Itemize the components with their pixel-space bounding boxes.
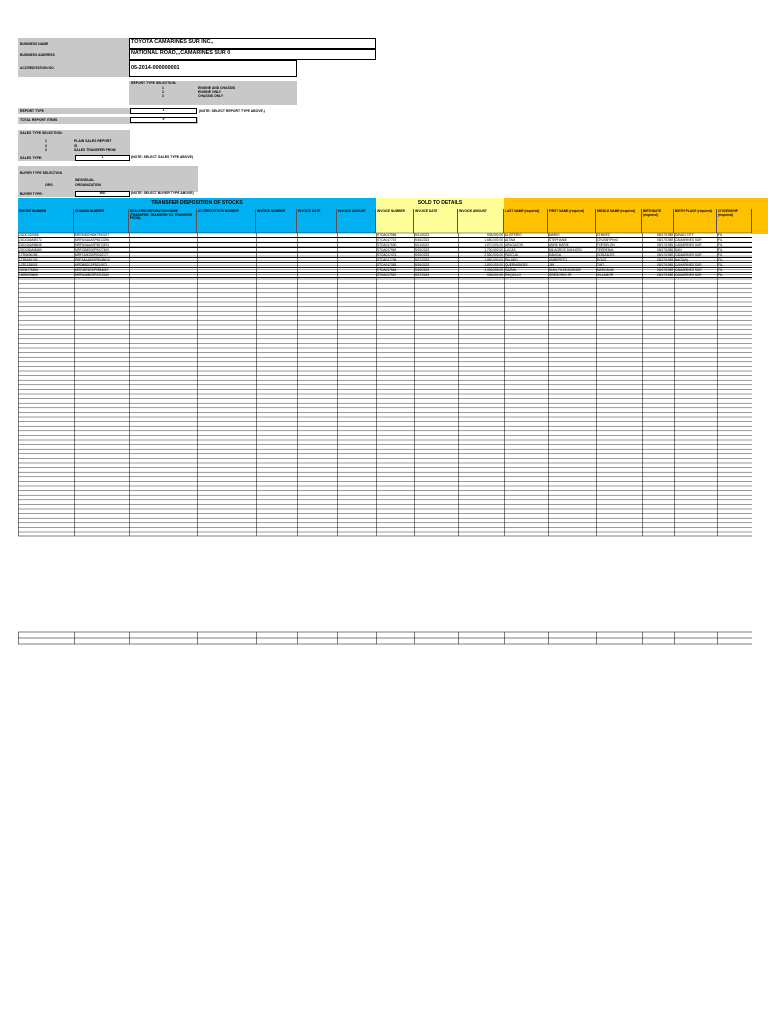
buyer-option-1-label: INDIVIDUAL <box>75 178 95 182</box>
business-address-label: BUSINESS ADDRESS <box>20 53 55 57</box>
invoice-amount-cell: 1,670,000.00 <box>484 243 503 247</box>
middle-name-cell: VILLAMOR <box>597 273 614 277</box>
buyer-option-2-num: ORG <box>45 183 53 187</box>
invoice-date-cell: 9/17/2023 <box>415 273 430 277</box>
invoice-date-cell: 9/19/2023 <box>415 268 430 272</box>
citizenship-cell: FIL <box>718 268 723 272</box>
col-last-name: LAST NAME (required) <box>504 209 548 233</box>
invoice-amount-cell: 1,680,000.00 <box>484 238 503 242</box>
last-name-cell: SAZMA <box>505 268 516 272</box>
last-name-cell: QUERMUNDEY <box>505 263 529 267</box>
first-name-cell: DIAN, PA REASONDE <box>549 268 581 272</box>
engine-number-cell: 1NR6090865 <box>19 273 38 277</box>
col-engine-number: ENGINE NUMBER <box>18 209 74 233</box>
sales-option-2-label: IS <box>74 143 78 148</box>
buyer-type-input[interactable]: IND <box>75 191 130 197</box>
buyer-type-note: (NOTE: SELECT BUYER TYPE ABOVE) <box>131 191 194 195</box>
middle-name-cell: MARCANIA <box>597 268 614 272</box>
invoice-number-cell: STOA017719 <box>377 238 397 242</box>
invoice-amount-cell: 1,330,000.00 <box>484 268 503 272</box>
col-first-name: FIRST NAME (required) <box>548 209 596 233</box>
invoice-number-cell: STOA017474 <box>377 253 397 257</box>
birth-place-cell: CAMARINES SUR <box>675 273 702 277</box>
accreditation-field[interactable]: 05-2014-000000001 <box>129 60 297 77</box>
sales-type-note: (NOTE: SELECT SALES TYPE ABOVE) <box>131 155 194 159</box>
sold-to-details-band-extension <box>504 198 752 209</box>
sales-type-label: SALES TYPE: <box>20 156 43 160</box>
report-option-3-num: 3 <box>162 94 164 98</box>
first-name-cell: MARIO <box>549 233 560 237</box>
sales-option-1-num: 1 <box>45 139 47 143</box>
birth-place-cell: CAMARINES SUR <box>675 238 702 242</box>
invoice-date-cell: 9/19/2023 <box>415 263 430 267</box>
col-middle-name: MIDDLE NAME (required) <box>596 209 642 233</box>
col-transfer-invoice-date: INVOICE DATE <box>297 209 337 233</box>
chassis-number-cell: MRO86DCSP9224871 <box>75 263 108 267</box>
middle-name-cell: CRUSBYPINO <box>597 238 619 242</box>
last-name-cell: ALTAM <box>505 238 516 242</box>
business-name-label: BUSINESS NAME <box>20 42 49 46</box>
engine-number-cell: 2GDG8AM8772 <box>19 238 42 242</box>
invoice-date-cell: 9/15/2023 <box>415 253 430 257</box>
first-name-cell: JIM <box>549 263 555 267</box>
last-name-cell: PALABO <box>505 258 518 262</box>
report-option-1-label: ENGINE AND CHASSIS <box>198 86 236 90</box>
birthdate-cell: 08/17/1988 <box>657 248 673 252</box>
col-citizenship: CITIZENSHIP (required) <box>717 209 752 233</box>
sales-type-input[interactable]: 1 <box>75 155 130 161</box>
report-type-label: REPORT TYPE <box>20 109 44 113</box>
col-transfer-invoice-amount: INVOICE AMOUNT <box>337 209 376 233</box>
birthdate-cell: 08/17/1988 <box>657 273 673 277</box>
birth-place-cell: CAMARINES SUR <box>675 268 702 272</box>
invoice-number-cell: STOA017393 <box>377 263 397 267</box>
chassis-number-cell: MRFAXAAASP6013874 <box>75 243 110 247</box>
first-name-cell: ANNE MARIE <box>549 243 569 247</box>
middle-name-cell: TERRENAL <box>597 248 615 252</box>
col-sold-invoice-amount: INVOICE AMOUNT <box>458 209 504 233</box>
middle-name-cell: TINT <box>597 263 605 267</box>
last-name-cell: PASCUA <box>505 253 518 257</box>
birth-place-cell: DAVAO CITY <box>675 233 694 237</box>
invoice-number-cell: STOA017962 <box>377 248 397 252</box>
report-type-selection-box <box>129 81 297 105</box>
col-sold-invoice-number: INVOICE NUMBER <box>376 209 414 233</box>
col-transfer-invoice-number: INVOICE NUMBER <box>256 209 297 233</box>
report-option-2-label: ENGINE ONLY <box>198 90 222 94</box>
invoice-amount-cell: 2,560,000.00 <box>484 253 503 257</box>
birth-place-cell: SAN <box>675 248 682 252</box>
middle-name-cell: GONZALES <box>597 253 615 257</box>
buyer-option-2-label: ORGANIZATION <box>75 183 101 187</box>
invoice-date-cell: 9/19/2023 <box>415 248 430 252</box>
transfer-disposition-band: TRANSFER DISPOSITION OF STOCKS <box>18 198 376 209</box>
citizenship-cell: FIL <box>718 263 723 267</box>
accreditation-label: ACCREDITATION NO. <box>20 66 55 70</box>
report-option-1-num: 1 <box>162 86 164 90</box>
total-items-value: 9 <box>130 117 197 123</box>
invoice-date-cell: 9/11/2023 <box>415 243 429 247</box>
birthdate-cell: 08/17/1988 <box>657 238 673 242</box>
sales-option-1-label: PLAIN SALES REPORT <box>74 139 112 143</box>
first-name-cell: UMBERETO <box>549 258 568 262</box>
report-type-note: (NOTE: SELECT REPORT TYPE ABOVE.) <box>199 109 265 113</box>
birth-place-cell: CAMARINES SUR <box>675 243 702 247</box>
invoice-amount-cell: 935,000.00 <box>487 233 503 237</box>
citizenship-cell: FIL <box>718 258 723 262</box>
engine-number-cell: 1TR5490749 <box>19 258 38 262</box>
middle-name-cell: CHAVEZ <box>597 233 610 237</box>
business-address-field[interactable]: NATIONAL ROAD,,,CAMARINES SUR 0 <box>129 49 376 60</box>
invoice-amount-cell: 1,800,000.00 <box>484 263 503 267</box>
citizenship-cell: FIL <box>718 233 723 237</box>
chassis-number-cell: MRFTA9GS0P9018177 <box>75 253 109 257</box>
report-type-input[interactable]: 1 <box>130 108 197 114</box>
data-grid-lines <box>18 209 752 539</box>
engine-number-cell: 2GDC310586 <box>19 233 39 237</box>
invoice-date-cell: 9/11/2023 <box>415 233 429 237</box>
engine-number-cell: 2GD5776296 <box>19 268 38 272</box>
col-birth-place: BIRTH PLACE (required) <box>674 209 717 233</box>
invoice-number-cell: STOA017567 <box>377 273 397 277</box>
invoice-number-cell: STOA017736 <box>377 258 397 262</box>
buyer-type-selection-title: BUYER TYPE SELECTION <box>20 171 63 175</box>
chassis-number-cell: MRF4B78GSP9554667 <box>75 268 109 272</box>
col-sold-invoice-date: INVOICE DATE <box>414 209 458 233</box>
footer-grid-lines <box>18 631 752 645</box>
middle-name-cell: EOLIS <box>597 258 607 262</box>
birthdate-cell: 08/17/1988 <box>657 233 673 237</box>
sales-option-3-label: SALES TRANSFER FROM <box>74 148 116 152</box>
orange-side-tab <box>752 198 768 234</box>
engine-number-cell: 1TR5490286 <box>19 253 38 257</box>
citizenship-cell: FIL <box>718 248 723 252</box>
first-name-cell: MILAGROS DAHLEEN <box>549 248 582 252</box>
col-accreditation-number: ACCREDITATION NUMBER <box>197 209 256 233</box>
chassis-number-cell: MRFAX8BCSP2012240 <box>75 273 109 277</box>
sales-type-selection-box <box>18 130 130 158</box>
invoice-amount-cell: 1,860,000.00 <box>484 258 503 262</box>
engine-number-cell: 2GDG6AM8636 <box>19 243 42 247</box>
chassis-number-cell: MRON81DN0K7300017 <box>75 233 110 237</box>
invoice-amount-cell: 1,700,000.00 <box>484 248 503 252</box>
buyer-type-selection-box <box>18 166 198 192</box>
birth-place-cell: CAMARINES SUR <box>675 263 702 267</box>
sales-option-2-num: 2 <box>45 143 47 148</box>
birthdate-cell: 08/17/1988 <box>657 243 673 247</box>
engine-number-cell: 1ZR1335903 <box>19 263 38 267</box>
invoice-date-cell: 9/15/2023 <box>415 238 430 242</box>
invoice-number-cell: STOA017566 <box>377 268 397 272</box>
first-name-cell: GREGORIO JR. <box>549 273 573 277</box>
citizenship-cell: FIL <box>718 253 723 257</box>
invoice-date-cell: 9/17/2023 <box>415 258 430 262</box>
invoice-amount-cell: 906,000.00 <box>487 273 503 277</box>
birthdate-cell: 08/17/1988 <box>657 268 673 272</box>
birthdate-cell: 08/17/1988 <box>657 258 673 262</box>
col-birthdate: BIRTHDATE (required) <box>642 209 674 233</box>
business-name-field[interactable]: TOYOTA CAMARINES SUR INC., <box>129 38 376 49</box>
chassis-number-cell: MRFGB8SS0P9027369 <box>75 248 109 252</box>
invoice-number-cell: STOA017530 <box>377 243 397 247</box>
birthdate-cell: 08/17/1988 <box>657 263 673 267</box>
report-type-selection-title: REPORT TYPE SELECTION: <box>131 81 177 85</box>
col-chassis-number: CHASSIS NUMBER <box>74 209 129 233</box>
last-name-cell: ARAGAZON <box>505 243 523 247</box>
first-name-cell: STEPHANIE <box>549 238 568 242</box>
total-items-label: TOTAL REPORT ITEMS <box>20 118 58 122</box>
invoice-number-cell: STOA017556 <box>377 233 397 237</box>
citizenship-cell: FIL <box>718 243 723 247</box>
last-name-cell: ALISTERIO <box>505 233 522 237</box>
report-option-2-num: 2 <box>162 90 164 94</box>
sales-option-3-num: 3 <box>45 148 47 152</box>
citizenship-cell: FIL <box>718 273 723 277</box>
report-option-3-label: CHASSIS ONLY <box>198 94 224 98</box>
citizenship-cell: FIL <box>718 238 723 242</box>
sales-type-selection-title: SALES TYPE SELECTION: <box>20 131 63 135</box>
chassis-number-cell: MRFAXAAASP6013296 <box>75 238 110 242</box>
birthdate-cell: 08/17/1988 <box>657 253 673 257</box>
last-name-cell: LUCAS <box>505 248 516 252</box>
buyer-type-label: BUYER TYPE: <box>20 192 43 196</box>
first-name-cell: DANCIA <box>549 253 562 257</box>
engine-number-cell: 2GDG8AM8480 <box>19 248 42 252</box>
col-dealer-name: DEALER/CORPORATION NAME (TRANSFER, TRANSFER TO, TRANSFER FROM) <box>129 209 197 233</box>
last-name-cell: ESQUILLO <box>505 273 521 277</box>
birth-place-cell: NAGA(5) <box>675 258 688 262</box>
birth-place-cell: CAMARINES SUR <box>675 253 702 257</box>
sold-to-details-band: SOLD TO DETAILS <box>376 198 504 209</box>
middle-name-cell: FORDELON <box>597 243 615 247</box>
chassis-number-cell: PRFX8AA8S0P9048615 <box>75 258 110 262</box>
